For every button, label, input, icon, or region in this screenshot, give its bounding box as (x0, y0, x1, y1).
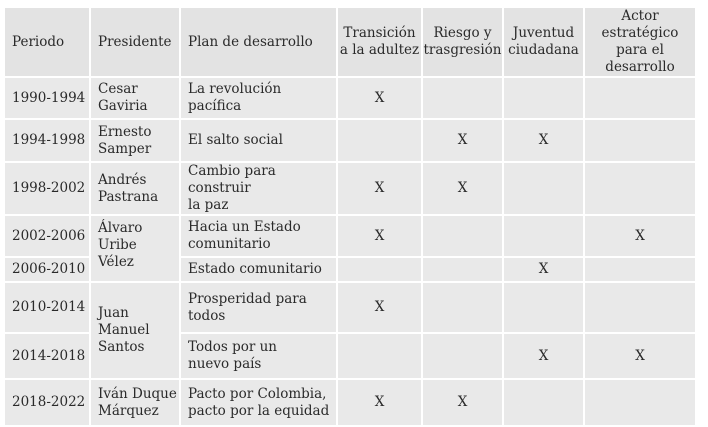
presidente-cell: Andrés Pastrana (90, 162, 180, 215)
periodo-cell: 2014-2018 (4, 333, 90, 379)
presidente-cell: Ernesto Samper (90, 119, 180, 162)
header-juventud: Juventud ciudadana (503, 7, 584, 77)
mark-cell (503, 215, 584, 257)
mark-cell: X (422, 119, 503, 162)
mark-cell (584, 282, 696, 333)
presidente-cell: Cesar Gaviria (90, 77, 180, 119)
presidente-cell: Álvaro Uribe Vélez (90, 215, 180, 282)
mark-cell: X (337, 379, 422, 426)
plan-cell: Cambio para construir la paz (180, 162, 337, 215)
mark-cell (503, 77, 584, 119)
table-row (4, 119, 696, 162)
plan-cell: Todos por un nuevo país (180, 333, 337, 379)
header-actor: Actor estratégico para el desarrollo (584, 7, 696, 77)
mark-cell: X (503, 119, 584, 162)
mark-cell (422, 215, 503, 257)
periodo-cell: 2018-2022 (4, 379, 90, 426)
mark-cell (422, 77, 503, 119)
header-presidente: Presidente (90, 7, 180, 77)
header-periodo: Periodo (4, 7, 90, 77)
plan-cell: La revolución pacífica (180, 77, 337, 119)
mark-cell: X (503, 333, 584, 379)
plan-cell: Hacia un Estado comunitario (180, 215, 337, 257)
periodo-cell: 1998-2002 (4, 162, 90, 215)
mark-cell (337, 257, 422, 282)
mark-cell: X (337, 215, 422, 257)
table-row (4, 215, 696, 257)
mark-cell: X (584, 215, 696, 257)
mark-cell (584, 77, 696, 119)
mark-cell (503, 282, 584, 333)
table-row (4, 77, 696, 119)
periodo-cell: 2010-2014 (4, 282, 90, 333)
mark-cell (337, 119, 422, 162)
mark-cell (584, 257, 696, 282)
mark-cell (503, 162, 584, 215)
plan-cell: El salto social (180, 119, 337, 162)
mark-cell: X (422, 379, 503, 426)
plan-cell: Estado comunitario (180, 257, 337, 282)
mark-cell (422, 282, 503, 333)
mark-cell: X (503, 257, 584, 282)
presidente-cell: Iván Duque Márquez (90, 379, 180, 426)
header-transicion: Transición a la adultez (337, 7, 422, 77)
plan-cell: Prosperidad para todos (180, 282, 337, 333)
plan-cell: Pacto por Colombia, pacto por la equidad (180, 379, 337, 426)
mark-cell (584, 119, 696, 162)
mark-cell (422, 333, 503, 379)
mark-cell (503, 379, 584, 426)
mark-cell: X (584, 333, 696, 379)
mark-cell: X (337, 77, 422, 119)
periodo-cell: 1994-1998 (4, 119, 90, 162)
header-riesgo: Riesgo y trasgresión (422, 7, 503, 77)
mark-cell (584, 162, 696, 215)
mark-cell: X (337, 162, 422, 215)
presidente-cell: Juan Manuel Santos (90, 282, 180, 379)
mark-cell (337, 333, 422, 379)
header-row (4, 7, 696, 77)
table-row (4, 282, 696, 333)
mark-cell (584, 379, 696, 426)
periodo-cell: 2006-2010 (4, 257, 90, 282)
table-row (4, 379, 696, 426)
mark-cell: X (337, 282, 422, 333)
header-plan: Plan de desarrollo (180, 7, 337, 77)
mark-cell (422, 257, 503, 282)
periodo-cell: 2002-2006 (4, 215, 90, 257)
policy-table (3, 6, 697, 427)
table-row (4, 162, 696, 215)
mark-cell: X (422, 162, 503, 215)
periodo-cell: 1990-1994 (4, 77, 90, 119)
